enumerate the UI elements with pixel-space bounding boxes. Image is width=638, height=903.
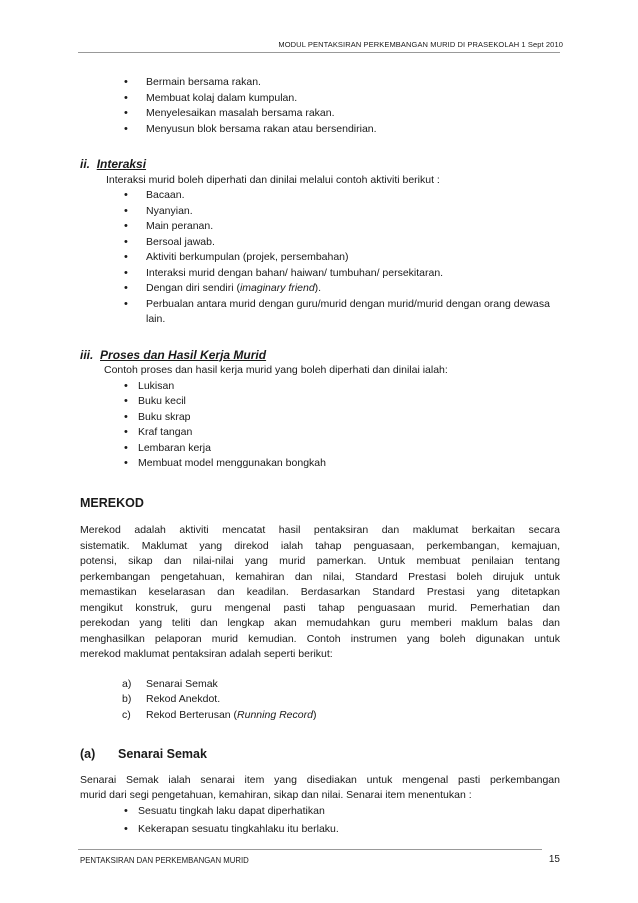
list-item: • Buku skrap xyxy=(138,410,560,426)
list-item: • Bacaan. xyxy=(146,188,560,204)
footer-divider xyxy=(78,849,542,850)
bullet-icon: • xyxy=(124,122,128,135)
page-number: 15 xyxy=(548,854,560,865)
bullet-icon: • xyxy=(124,457,128,469)
section-title-interaksi: ii. Interaksi xyxy=(80,157,147,171)
bullet-icon: • xyxy=(124,220,128,232)
bullet-icon: • xyxy=(124,235,128,248)
list-item: • Membuat model menggunakan bongkah xyxy=(138,456,560,472)
bullet-icon: • xyxy=(124,395,128,407)
bullet-icon: • xyxy=(124,804,128,817)
proses-list xyxy=(124,379,560,472)
bullet-icon: • xyxy=(124,204,128,217)
list-item: • Bermain bersama rakan. xyxy=(146,75,560,91)
bullet-icon: • xyxy=(124,426,128,438)
interaksi-list xyxy=(124,188,560,328)
list-item: • Menyusun blok bersama rakan atau bersendirian. xyxy=(146,122,560,138)
list-item: • Kraf tangan xyxy=(138,425,560,441)
list-item: • Sesuatu tingkah laku dapat diperhatikan xyxy=(138,804,560,820)
bullet-icon: • xyxy=(124,410,128,423)
list-item: • Buku kecil xyxy=(138,394,560,410)
activity-list xyxy=(124,75,560,137)
bullet-icon: • xyxy=(124,76,128,88)
bullet-icon: • xyxy=(124,189,128,201)
section-intro: Contoh proses dan hasil kerja murid yang boleh diperhati dan dinilai ialah: xyxy=(104,364,448,376)
list-item: • Lukisan xyxy=(138,379,560,395)
bullet-icon: • xyxy=(124,282,128,294)
list-item: b) Rekod Anekdot. xyxy=(122,693,221,705)
merekod-paragraph: Merekod adalah aktiviti mencatat hasil pentaksiran dan maklumat berkaitan secara sistematik. Maklumat yang direkod ialah tahap penguasaan, perkembangan, kemajuan, potensi, sikap dan nilai-nilai yang murid pamerkan. Untuk membuat penilaian tentang perkembangan pengetahuan, kemahiran dan nilai, Standard Prestasi boleh dirujuk untuk memastikan keselarasan dan keadilan. Berdasarkan Standard Prestasi yang ditetapkan mengikut konstruk, guru mengenal pasti tahap penguasaan murid. Pemerhatian dan perekodan yang teliti dan lengkap akan memudahkan guru memberi maklum balas dan menghasilkan pelaporan murid kemudian. Contoh instrumen yang boleh digunakan untuk merekod maklumat pentaksiran adalah seperti berikut: xyxy=(80,524,560,660)
instrument-list xyxy=(122,677,560,724)
list-item: • Membuat kolaj dalam kumpulan. xyxy=(146,91,560,107)
section-intro: Interaksi murid boleh diperhati dan dinilai melalui contoh aktiviti berikut : xyxy=(106,173,440,186)
list-item: • Nyanyian. xyxy=(146,204,560,220)
bullet-icon: • xyxy=(124,107,128,119)
list-item: • Aktiviti berkumpulan (projek, persembahan) xyxy=(146,250,560,266)
list-item: a) Senarai Semak xyxy=(122,677,218,690)
bullet-icon: • xyxy=(124,251,128,263)
running-footer: PENTAKSIRAN DAN PERKEMBANGAN MURID xyxy=(80,856,249,865)
running-header: MODUL PENTAKSIRAN PERKEMBANGAN MURID DI PRASEKOLAH 1 Sept 2010 xyxy=(278,40,563,49)
list-item: • Bersoal jawab. xyxy=(146,235,560,251)
section-title-proses: iii. Proses dan Hasil Kerja Murid xyxy=(80,347,267,362)
list-item: • Perbualan antara murid dengan guru/murid dengan murid/murid dengan orang dewasa lain. xyxy=(124,297,550,325)
list-item: • Menyelesaikan masalah bersama rakan. xyxy=(146,106,560,122)
heading-senarai-semak: (a) Senarai Semak xyxy=(80,747,207,761)
senarai-list xyxy=(124,804,560,838)
heading-merekod: MEREKOD xyxy=(80,495,144,510)
bullet-icon: • xyxy=(124,91,128,104)
list-item: c) Rekod Berterusan (Running Record) xyxy=(122,708,317,721)
header-divider xyxy=(78,52,560,53)
bullet-icon: • xyxy=(124,441,128,454)
list-item: • Kekerapan sesuatu tingkahlaku itu berlaku. xyxy=(138,822,560,838)
bullet-icon: • xyxy=(124,297,128,310)
page-content xyxy=(80,75,560,838)
list-item: • Dengan diri sendiri (imaginary friend). xyxy=(146,281,560,297)
senarai-paragraph: Senarai Semak ialah senarai item yang disediakan untuk mengenal pasti perkembangan murid dari segi pengetahuan, kemahiran, sikap dan nilai. Senarai item menentukan : xyxy=(80,773,560,801)
list-item: • Main peranan. xyxy=(146,219,560,235)
bullet-icon: • xyxy=(124,266,128,279)
list-item: • Lembaran kerja xyxy=(138,441,560,457)
list-item: • Interaksi murid dengan bahan/ haiwan/ tumbuhan/ persekitaran. xyxy=(146,266,560,282)
bullet-icon: • xyxy=(124,379,128,392)
bullet-icon: • xyxy=(124,823,128,835)
